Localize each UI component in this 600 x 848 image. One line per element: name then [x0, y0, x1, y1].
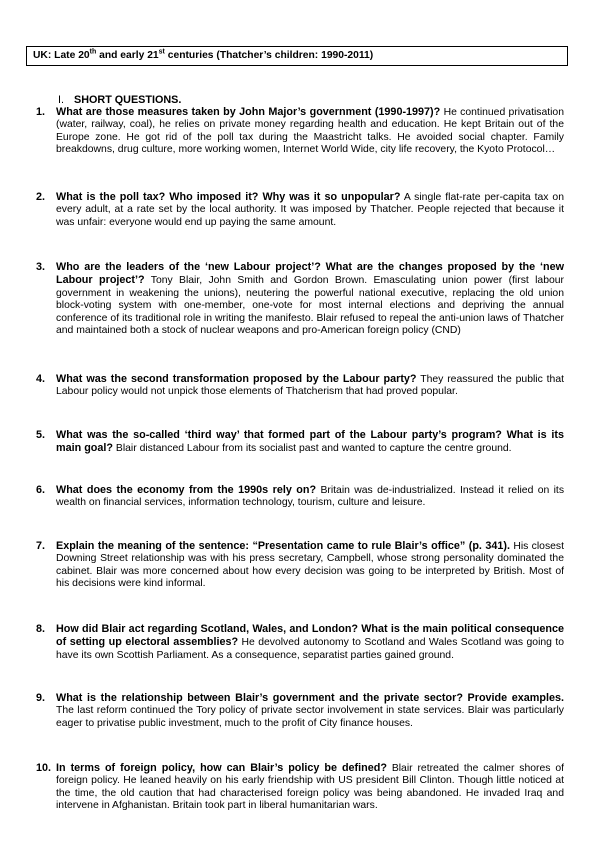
question-text: What is the poll tax? Who imposed it? Why was it so unpopular? [56, 191, 401, 203]
question-item-1 [36, 106, 564, 157]
answer-text: They reassured the public that Labour policy would not unpick those elements of Thatcherism that had proved popular. [56, 374, 565, 398]
question-item-6 [36, 484, 565, 510]
question-item-2 [36, 191, 564, 229]
question-number: 5. [36, 429, 46, 441]
answer-text: A single flat-rate per-capita tax on every adult, at a rate set by the local authority. It was imposed by Thatcher. People rejected that because it was unfair: everyone would end up paying the same amount. [56, 192, 564, 228]
question-text: What is the relationship between Blair’s government and the private sector? Provide examples. [56, 692, 564, 704]
question-item-9 [36, 692, 564, 730]
question-number: 8. [36, 623, 46, 635]
question-text: How did Blair act regarding Scotland, Wales, and London? What is the main political consequence of setting up electoral assemblies? [56, 623, 564, 649]
page-title [26, 46, 568, 66]
answer-text: He devolved autonomy to Scotland and Wales Scotland was going to have its own Scottish Parliament. As a consequence, separatist parties gained ground. [56, 637, 565, 661]
question-text: Who are the leaders of the ‘new Labour project’? What are the changes proposed by the ‘new Labour project’? [56, 261, 564, 287]
question-number: 6. [36, 484, 46, 496]
question-number: 4. [36, 373, 46, 385]
question-item-5 [36, 429, 564, 456]
question-text: What does the economy from the 1990s rely on? [56, 484, 317, 496]
question-text: What are those measures taken by John Major’s government (1990-1997)? [56, 106, 441, 118]
question-text: In terms of foreign policy, how can Blair’s policy be defined? [56, 762, 387, 774]
title-sup-1: th [89, 48, 97, 56]
question-item-7 [36, 540, 565, 591]
answer-text: He continued privatisation (water, railway, coal), he relies on private money regarding health and education. He kept Britain out of the Europe zone. He got rid of the poll tax during the Maastricht talks. He avoided social chapter. Family breakdowns, drug culture, more working women, Internet World Wide, city life recovery, the Kyoto Protocol… [56, 107, 564, 156]
section-heading-text: SHORT QUESTIONS. [74, 94, 182, 106]
question-item-10 [36, 762, 564, 813]
question-item-3 [36, 261, 564, 337]
section-roman-numeral: I. [58, 94, 64, 106]
question-number: 9. [36, 692, 46, 704]
question-number: 1. [36, 106, 46, 118]
answer-text: Blair retreated the calmer shores of foreign policy. He leaned heavily on his early friendship with US president Bill Clinton. Though little noticed at the time, the old caution that had characterised foreign policy was being abandoned. He invaded Iraq and intervene in Afghanistan. Britain took part in liberal humanitarian wars. [56, 763, 564, 812]
answer-text: The last reform continued the Tory policy of private sector involvement in state services. Blair was particularly eager to privatise public investment, much to the profit of City finance houses. [56, 705, 564, 729]
question-number: 7. [36, 540, 46, 552]
question-text: What was the so-called ‘third way’ that formed part of the Labour party’s program? What is its main goal? [56, 429, 564, 455]
answer-text: His closest Downing Street relationship was with his press secretary, Campbell, whose strong personality dominated the cabinet. Blair was more concerned about how every decision was going to be interpreted by British. Most of his decisions were kind informal. [56, 541, 565, 590]
title-part-2: and early 21 [96, 50, 159, 61]
question-item-8 [36, 623, 565, 662]
title-sup-2: st [158, 48, 165, 56]
question-text: Explain the meaning of the sentence: “Presentation came to rule Blair’s office” (p. 341). [56, 540, 510, 552]
answer-text: Tony Blair, John Smith and Gordon Brown. Emasculating union power (first labour government in weakening the unions), neutering the powerful national executive, replacing the old union block-voting system with one-member, one-vote for most internal elections and depriving the annual conference of its traditional role in writing the manifesto. Blair refused to repeal the anti-union laws of Thatcher and maintained both a stock of nuclear weapons and pro-American foreign policy (CND) [56, 275, 564, 337]
title-part-3: centuries (Thatcher’s children: 1990-2011) [164, 50, 374, 61]
question-number: 2. [36, 191, 46, 203]
question-text: What was the second transformation proposed by the Labour party? [56, 373, 417, 385]
answer-text: Blair distanced Labour from its socialist past and wanted to capture the centre ground. [115, 443, 512, 455]
title-part-1: UK: Late 20 [33, 50, 90, 61]
question-number: 10. [36, 762, 52, 774]
question-item-4 [36, 373, 565, 399]
answer-text: Britain was de-industrialized. Instead it relied on its wealth on financial services, information technology, tourism, culture and leisure. [56, 485, 565, 509]
question-number: 3. [36, 261, 46, 273]
